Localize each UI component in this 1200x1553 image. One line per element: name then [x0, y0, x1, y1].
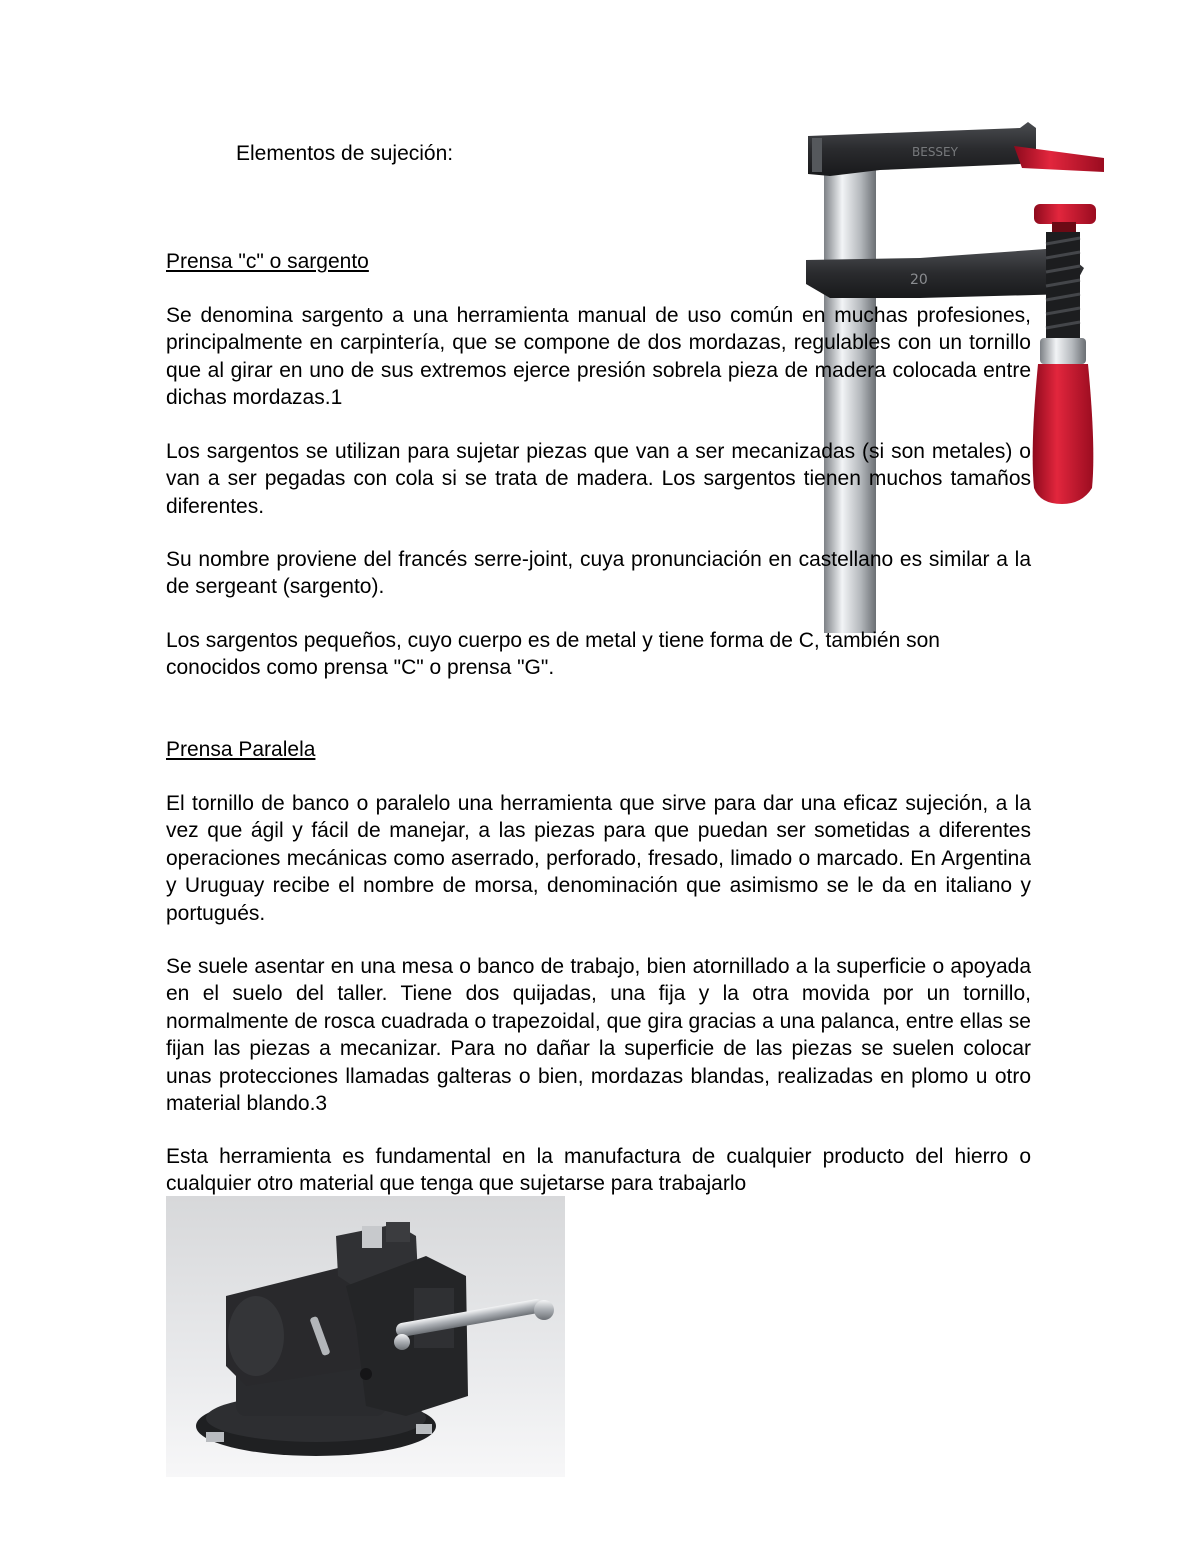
bench-vise-image [166, 1196, 565, 1477]
size-mark: 20 [910, 272, 928, 288]
paragraph-text: Se suele asentar en una mesa o banco de trabajo, bien atornillado a la superficie o apoyada en el suelo del taller. Tiene dos quijadas, una fija y la otra movida por un tornillo, normalmente de rosca cuadrada o trapezoidal, que gira gracias a una palanca, entre ellas se fijan las piezas a mecanizar. Para no dañar la superficie de las piezas se suelen colocar unas protecciones llamadas galteras o bien, mordazas blandas, realizadas en plomo u otro material blando.3 [166, 955, 1031, 1116]
paragraph [166, 1143, 1031, 1198]
paragraph [166, 953, 1031, 1117]
brand-mark: BESSEY [912, 145, 958, 159]
paragraph [166, 627, 1001, 682]
paragraph [166, 790, 1031, 927]
paragraph-text: Esta herramienta es fundamental en la manufactura de cualquier producto del hierro o cualquier otro material que tenga que sujetarse para trabajarlo [166, 1145, 1031, 1196]
paragraph [166, 546, 1031, 601]
paragraph-text: Su nombre proviene del francés serre-joint, cuya pronunciación en castellano es similar a la de sergeant (sargento). [166, 548, 1031, 599]
page-title: Elementos de sujeción: [236, 142, 454, 165]
paragraph-text: Los sargentos pequeños, cuyo cuerpo es de metal y tiene forma de C, también son conocidos como prensa "C" o prensa "G". [166, 629, 940, 680]
section-prensa-c [166, 248, 1031, 275]
section-prensa-paralela [166, 736, 1031, 763]
paragraph [166, 302, 1031, 412]
paragraph-text: El tornillo de banco o paralelo una herramienta que sirve para dar una eficaz sujeción, a la vez que ágil y fácil de manejar, a las piezas para que puedan ser sometidas a diferentes operaciones mecánicas como aserrado, perforado, fresado, limado o marcado. En Argentina y Uruguay recibe el nombre de morsa, denominación que asimismo se le da en italiano y portugués. [166, 792, 1031, 925]
section-heading: Prensa Paralela [166, 738, 316, 761]
paragraph-text: Se denomina sargento a una herramienta manual de uso común en muchas profesiones, principalmente en carpintería, que se compone de dos mordazas, regulables con un tornillo que al girar en uno de sus extremos ejerce presión sobrela pieza de madera colocada entre dichas mordazas.1 [166, 304, 1031, 410]
section-heading: Prensa "c" o sargento [166, 250, 369, 273]
paragraph [166, 438, 1031, 520]
paragraph-text: Los sargentos se utilizan para sujetar piezas que van a ser mecanizadas (si son metales) o van a ser pegadas con cola si se trata de madera. Los sargentos tienen muchos tamaños diferentes. [166, 440, 1031, 518]
